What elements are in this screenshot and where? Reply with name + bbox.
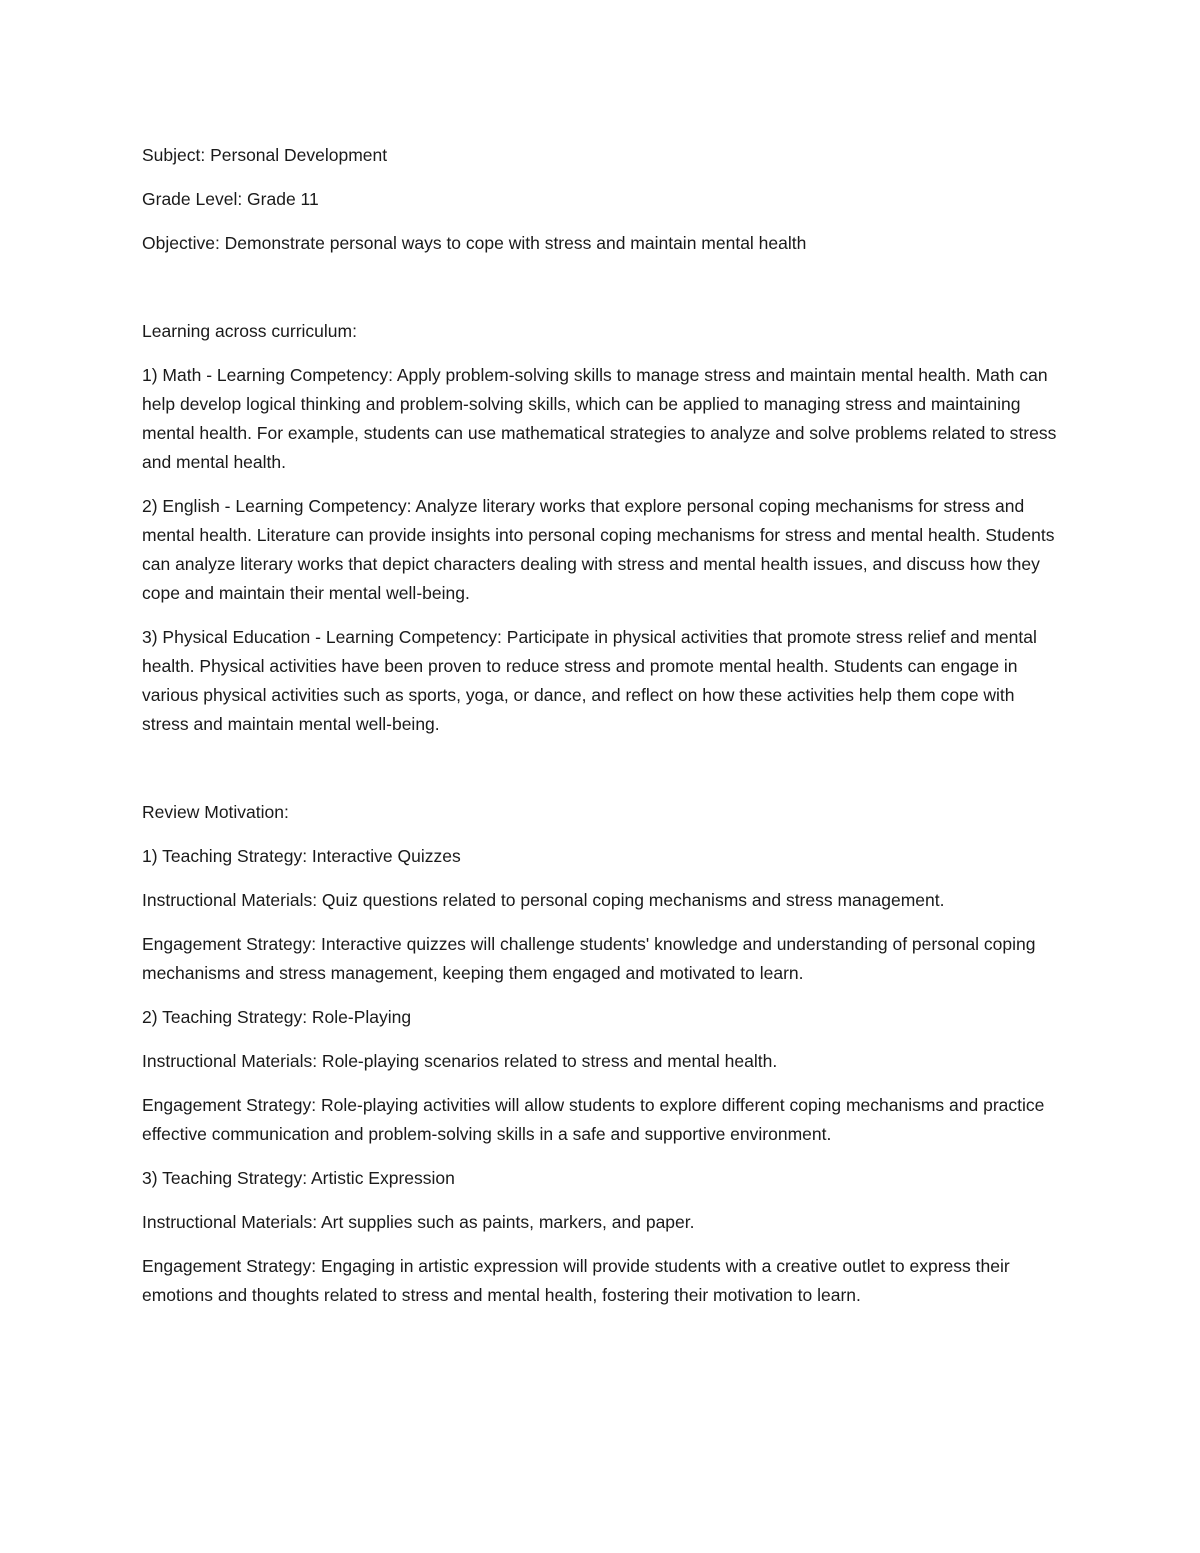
- instructional-materials-2: Instructional Materials: Role-playing scenarios related to stress and mental health.: [142, 1051, 778, 1071]
- engagement-strategy-1: Engagement Strategy: Interactive quizzes will challenge students' knowledge and understanding of personal coping mechanisms and stress management, keeping them engaged and motivated to learn.: [142, 934, 1036, 983]
- objective-line: Objective: Demonstrate personal ways to cope with stress and maintain mental health: [142, 233, 807, 253]
- curriculum-item-physical-education: 3) Physical Education - Learning Competency: Participate in physical activities that promote stress relief and mental health. Physical activities have been proven to reduce stress and promote mental health. Students can engage in various physical activities such as sports, yoga, or dance, and reflect on how these activities help them cope with stress and maintain mental well-being.: [142, 627, 1037, 734]
- teaching-strategy-2: 2) Teaching Strategy: Role-Playing: [142, 1007, 412, 1027]
- engagement-strategy-2: Engagement Strategy: Role-playing activities will allow students to explore different coping mechanisms and practice effective communication and problem-solving skills in a safe and supportive environment.: [142, 1095, 1045, 1144]
- instructional-materials-1: Instructional Materials: Quiz questions related to personal coping mechanisms and stress management.: [142, 890, 945, 910]
- teaching-strategy-1: 1) Teaching Strategy: Interactive Quizzes: [142, 846, 461, 866]
- review-motivation-heading: Review Motivation:: [142, 802, 289, 822]
- subject-line: Subject: Personal Development: [142, 145, 388, 165]
- curriculum-item-math: 1) Math - Learning Competency: Apply problem-solving skills to manage stress and maintain mental health. Math can help develop logical thinking and problem-solving skills, which can be applied to managing stress and maintaining mental health. For example, students can use mathematical strategies to analyze and solve problems related to stress and mental health.: [142, 365, 1057, 472]
- grade-level-line: Grade Level: Grade 11: [142, 189, 319, 209]
- learning-across-curriculum-heading: Learning across curriculum:: [142, 321, 357, 341]
- instructional-materials-3: Instructional Materials: Art supplies such as paints, markers, and paper.: [142, 1212, 695, 1232]
- engagement-strategy-3: Engagement Strategy: Engaging in artistic expression will provide students with a creative outlet to express their emotions and thoughts related to stress and mental health, fostering their motivation to learn.: [142, 1256, 1010, 1305]
- curriculum-item-english: 2) English - Learning Competency: Analyze literary works that explore personal coping mechanisms for stress and mental health. Literature can provide insights into personal coping mechanisms for stress and mental health. Students can analyze literary works that depict characters dealing with stress and mental health issues, and discuss how they cope and maintain their mental well-being.: [142, 496, 1055, 603]
- section-spacer: [142, 754, 1062, 798]
- section-spacer: [142, 273, 1062, 317]
- document-body: [142, 141, 1062, 1325]
- teaching-strategy-3: 3) Teaching Strategy: Artistic Expression: [142, 1168, 455, 1188]
